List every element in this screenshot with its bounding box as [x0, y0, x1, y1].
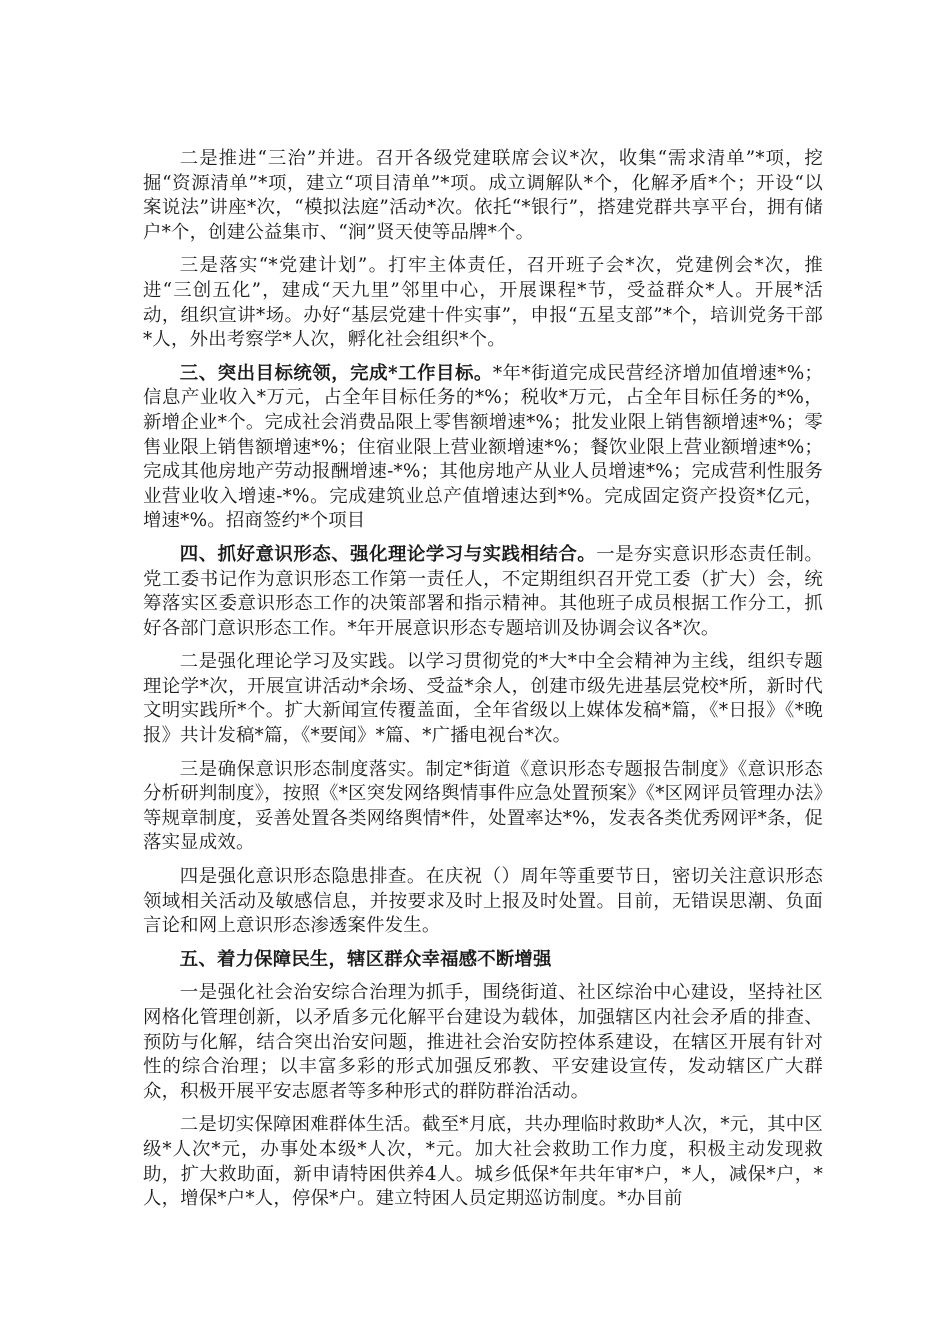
paragraph-5: [143, 650, 823, 748]
paragraph-9-text: 一是强化社会治安综合治理为抓手，围绕街道、社区综治中心建设，坚持社区网格化管理创新，以矛盾多元化解平台建设为载体，加强辖区内社会矛盾的排查、预防与化解，结合突出治安问题，推进社会治安防控体系建设，在辖区开展有针对性的综合治理；以丰富多彩的形式加强反邪教、平安建设宣传，发动辖区广大群众，积极开展平安志愿者等多种形式的群防群治活动。: [143, 982, 823, 1102]
paragraph-5-text: 二是强化理论学习及实践。以学习贯彻党的*大*中全会精神为主线，组织专题理论学*次，开展宣讲活动*余场、受益*余人，创建市级先进基层党校*所，新时代文明实践所*个。扩大新闻宣传覆盖面，全年省级以上媒体发稿*篇，《*日报》《*晚报》共计发稿*篇，《*要闻》*篇、*广播电视台*次。: [143, 651, 823, 747]
section-3-heading: 三、突出目标统领，完成*工作目标。: [179, 362, 493, 384]
section-5-heading: 五、着力保障民生，辖区群众幸福感不断增强: [179, 948, 552, 970]
paragraph-7: [143, 865, 823, 939]
paragraph-2: [143, 254, 823, 352]
paragraph-10: [143, 1113, 823, 1211]
paragraph-6: [143, 758, 823, 856]
paragraph-2-text: 三是落实“*党建计划”。打牢主体责任，召开班子会*次，党建例会*次，推进“三创五化”，建成“天九里”邻里中心，开展课程*节，受益群众*人。开展*活动，组织宣讲*场。办好“基层党建十件实事”，申报“五星支部”*个，培训党务干部*人，外出考察学*人次，孵化社会组织*个。: [143, 255, 823, 351]
section-4-paragraph: [143, 543, 823, 641]
section-4-heading: 四、抓好意识形态、强化理论学习与实践相结合。: [179, 543, 597, 565]
paragraph-7-text: 四是强化意识形态隐患排查。在庆祝（）周年等重要节日，密切关注意识形态领域相关活动及敏感信息，并按要求及时上报及时处置。目前，无错误思潮、负面言论和网上意识形态渗透案件发生。: [143, 866, 823, 937]
paragraph-10-text: 二是切实保障困难群体生活。截至*月底，共办理临时救助*人次，*元，其中区级*人次*元，办事处本级*人次，*元。加大社会救助工作力度，积极主动发现救助，扩大救助面，新申请特困供养4人。城乡低保*年共年审*户，*人，减保*户，*人，增保*户*人，停保*户。建立特困人员定期巡访制度。*办目前: [143, 1114, 823, 1210]
document-body: [143, 147, 823, 1221]
paragraph-1-text: 二是推进“三治”并进。召开各级党建联席会议*次，收集“需求清单”*项，挖掘“资源清单”*项，建立“项目清单”*项。成立调解队*个，化解矛盾*个；开设“以案说法”讲座*次，“模拟法庭”活动*次。依托“*银行”，搭建党群共享平台，拥有储户*个，创建公益集市、“涧”贤天使等品牌*个。: [143, 148, 823, 243]
paragraph-9: [143, 981, 823, 1104]
section-5-heading-paragraph: [143, 948, 823, 973]
section-4-text: 一是夯实意识形态责任制。党工委书记作为意识形态工作第一责任人，不定期组织召开党工委（扩大）会，统筹落实区委意识形态工作的决策部署和指示精神。其他班子成员根据工作分工，抓好各部门意识形态工作。*年开展意识形态专题培训及协调会议各*次。: [143, 543, 823, 639]
section-3-text: *年*街道完成民营经济增加值增速*%；信息产业收入*万元，占全年目标任务的*%；税收*万元，占全年目标任务的*%，新增企业*个。完成社会消费品限上零售额增速*%；批发业限上销售额增速*%；零售业限上销售额增速*%；住宿业限上营业额增速*%；餐饮业限上营业额增速*%；完成其他房地产劳动报酬增速-*%；其他房地产从业人员增速*%；完成营利性服务业营业收入增速-*%。完成建筑业总产值增速达到*%。完成固定资产投资*亿元，增速*%。招商签约*个项目: [143, 362, 823, 532]
paragraph-6-text: 三是确保意识形态制度落实。制定*街道《意识形态专题报告制度》《意识形态分析研判制度》，按照《*区突发网络舆情事件应急处置预案》《*区网评员管理办法》等规章制度，妥善处置各类网络舆情*件，处置率达*%，发表各类优秀网评*条，促落实显成效。: [143, 758, 823, 854]
section-3-paragraph: [143, 362, 823, 534]
paragraph-1: [143, 147, 823, 245]
